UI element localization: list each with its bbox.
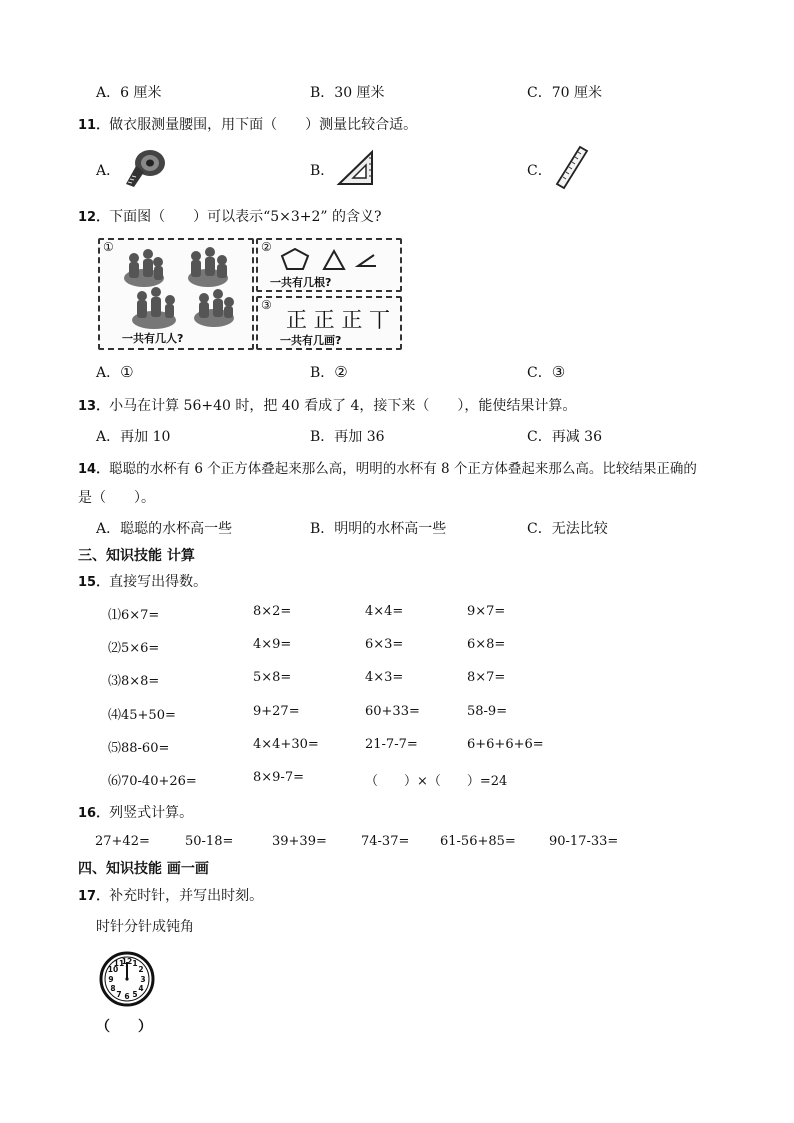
- q11-option-b[interactable]: B．: [310, 163, 335, 179]
- q15-calc-item: 8×9-7=: [253, 770, 304, 785]
- q15-calc-item: 9×7=: [467, 604, 506, 619]
- q12-number: 12．: [78, 210, 110, 225]
- q15-calc-item: 21-7-7=: [365, 737, 418, 752]
- panel-1-mark: ①: [103, 240, 114, 254]
- q15-calc-item: 9+27=: [253, 704, 300, 719]
- q14-option-c[interactable]: C．无法比较: [527, 521, 608, 537]
- q15-calc-item: ⑴6×7=: [108, 608, 160, 623]
- q15-calc-item: 6+6+6+6=: [467, 737, 544, 752]
- q16-item: 61-56+85=: [440, 834, 516, 849]
- q15-number: 15．: [78, 575, 110, 590]
- q15-calc-item: ⑹70-40+26=: [108, 774, 197, 789]
- q10-option-c[interactable]: C．70 厘米: [527, 85, 602, 101]
- q15-calc-item: 6×3=: [365, 637, 404, 652]
- q11-stem: 11．做衣服测量腰围，用下面（ ）测量比较合适。: [78, 117, 418, 133]
- svg-text:2: 2: [138, 965, 144, 974]
- tape-measure-icon: [122, 146, 168, 188]
- q15-calc-item: 60+33=: [365, 704, 420, 719]
- q15-calc-item: 6×8=: [467, 637, 506, 652]
- q12-panel-3: [256, 296, 402, 350]
- q15-calc-item: 58-9=: [467, 704, 508, 719]
- q15-calc-item: 8×7=: [467, 670, 506, 685]
- panel-3-tally: 正 正 正 丅: [286, 308, 391, 332]
- ruler-icon: [554, 144, 590, 190]
- children-playing-icon: [114, 244, 242, 330]
- section-3-title: 三、知识技能 计算: [78, 548, 195, 564]
- q13-number: 13．: [78, 399, 110, 414]
- q15-calc-item: 8×2=: [253, 604, 292, 619]
- q17-subtitle: 时针分针成钝角: [96, 919, 194, 935]
- q16-item: 27+42=: [95, 834, 150, 849]
- svg-text:8: 8: [110, 984, 116, 993]
- q15-calc-item: 4×3=: [365, 670, 404, 685]
- q12-panel-2: [256, 238, 402, 292]
- panel-3-mark: ③: [261, 298, 272, 312]
- q10-option-b[interactable]: B．30 厘米: [310, 85, 385, 101]
- q11-option-c[interactable]: C．: [527, 163, 552, 179]
- svg-text:10: 10: [107, 965, 119, 974]
- svg-text:7: 7: [116, 990, 122, 999]
- svg-text:3: 3: [140, 975, 146, 984]
- q13-stem: 13．小马在计算 56+40 时，把 40 看成了 4，接下来（ ），能使结果计算。: [78, 398, 577, 414]
- panel-2-caption: 一共有几根?: [270, 276, 332, 289]
- q15-calc-item: 4×4=: [365, 604, 404, 619]
- svg-text:12: 12: [121, 957, 133, 966]
- svg-text:1: 1: [132, 959, 138, 968]
- q17-stem: 17．补充时针，并写出时刻。: [78, 888, 264, 904]
- q16-item: 50-18=: [185, 834, 234, 849]
- svg-text:11: 11: [113, 959, 125, 968]
- q12-option-b[interactable]: B．②: [310, 363, 348, 381]
- q15-calc-item: ⑷45+50=: [108, 708, 176, 723]
- q15-calc-item: 4×9=: [253, 637, 292, 652]
- q16-number: 16．: [78, 806, 110, 821]
- q13-option-c[interactable]: C．再减 36: [527, 429, 602, 445]
- q15-calc-item: （ ）×（ ）=24: [365, 774, 508, 789]
- q12-stem: 12．下面图（ ）可以表示“5×3+2” 的含义?: [78, 209, 382, 225]
- q12-option-c[interactable]: C．③: [527, 363, 566, 381]
- q15-calc-item: 5×8=: [253, 670, 292, 685]
- sticks-shapes-icon: [278, 246, 382, 272]
- q14-option-b[interactable]: B．明明的水杯高一些: [310, 521, 447, 537]
- q14-option-a[interactable]: A．聪聪的水杯高一些: [96, 521, 233, 537]
- svg-text:4: 4: [138, 984, 144, 993]
- q10-option-a[interactable]: A．6 厘米: [96, 85, 162, 101]
- svg-text:5: 5: [132, 990, 138, 999]
- svg-text:9: 9: [108, 975, 114, 984]
- q16-stem: 16．列竖式计算。: [78, 805, 194, 821]
- svg-text:6: 6: [124, 992, 130, 1001]
- q13-option-a[interactable]: A．再加 10: [96, 429, 171, 445]
- q13-option-b[interactable]: B．再加 36: [310, 429, 385, 445]
- clock-face-icon[interactable]: [98, 950, 156, 1008]
- q14-stem-line2: 是（ ）。: [78, 490, 155, 506]
- q15-calc-item: ⑸88-60=: [108, 741, 170, 756]
- set-square-icon: [336, 148, 376, 186]
- q11-number: 11．: [78, 118, 110, 133]
- q15-stem: 15．直接写出得数。: [78, 574, 208, 590]
- q17-number: 17．: [78, 889, 110, 904]
- section-4-title: 四、知识技能 画一画: [78, 861, 209, 877]
- q17-answer-blank[interactable]: （ ）: [96, 1019, 152, 1035]
- q16-item: 39+39=: [272, 834, 327, 849]
- q11-option-a[interactable]: A．: [96, 163, 121, 179]
- q14-number: 14．: [78, 462, 110, 477]
- q16-item: 74-37=: [361, 834, 410, 849]
- q15-calc-item: 4×4+30=: [253, 737, 319, 752]
- q15-calc-item: ⑵5×6=: [108, 641, 160, 656]
- q14-stem-line1: 14．聪聪的水杯有 6 个正方体叠起来那么高，明明的水杯有 8 个正方体叠起来那么高。比较结果正确的: [78, 461, 697, 477]
- q12-option-a[interactable]: A．①: [96, 363, 134, 381]
- q12-panel-1: [98, 238, 254, 350]
- panel-3-caption: 一共有几画?: [280, 334, 342, 347]
- q15-calc-item: ⑶8×8=: [108, 674, 160, 689]
- panel-1-caption: 一共有几人?: [122, 332, 184, 345]
- panel-2-mark: ②: [261, 240, 272, 254]
- q16-item: 90-17-33=: [549, 834, 619, 849]
